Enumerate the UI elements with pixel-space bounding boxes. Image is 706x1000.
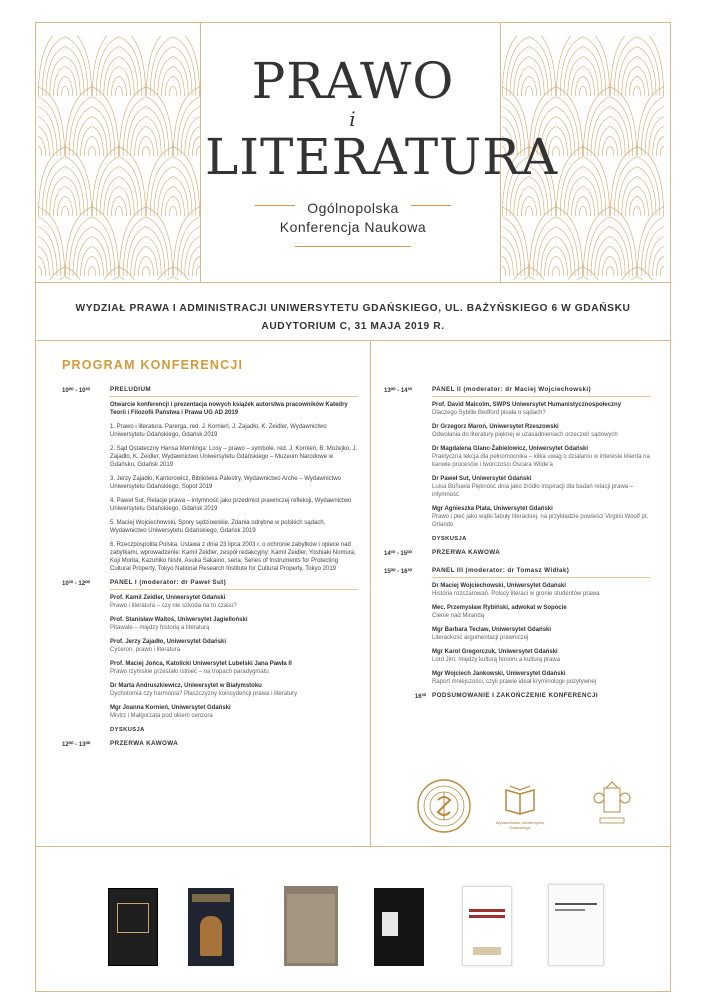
break1-row xyxy=(62,740,358,750)
discussion-label: DYSKUSJA xyxy=(110,727,145,733)
divider-pattern-left xyxy=(200,22,201,282)
title-prawo: PRAWO xyxy=(251,52,455,110)
deco-line-left xyxy=(255,205,295,206)
speaker-name: Dr Paweł Sut, Uniwersytet Gdański xyxy=(432,476,532,482)
talk-title: Dlaczego Sybille Bedford pisała o sądach? xyxy=(432,410,546,416)
talk-title: Prawo rzymskie przestało istnieć – na tropach paradygmatu xyxy=(110,669,269,675)
book-item: 1. Prawo i literatura. Parerga, red. J. Kornień, J. Zajadło, K. Zeidler, Wydawnictwo Uniwersytetu Gdańskiego, Gdańsk 2019 xyxy=(110,424,327,438)
crest-icon xyxy=(590,778,634,828)
book-item: 4. Paweł Sut, Relacje prawa – intymność jako przedmiot prawniczej refleksji, Wydawnictwo Uniwersytetu Gdańskiego, Gdańsk 2019 xyxy=(110,498,352,512)
discussion-label: DYSKUSJA xyxy=(432,536,467,542)
speaker-name: Prof. Kamil Zeidler, Uniwersytet Gdański xyxy=(110,595,226,601)
speaker-name: Prof. Maciej Jońca, Katolicki Uniwersytet Lubelski Jana Pawła II xyxy=(110,661,292,667)
speaker-name: Dr Marta Andruszkiewicz, Uniwersytet w Białymstoku xyxy=(110,683,262,689)
panel3-row xyxy=(384,567,650,692)
divider-columns xyxy=(370,340,371,846)
talk-title: Mistrz i Małgorzata pod okiem cenzora xyxy=(110,713,213,719)
book-item: 6. Rzeczpospolita Polska. Ustawa z dnia 23 lipca 2003 r. o ochronie zabytków i opiece nad zabytkami, wprowadzenie: Kamil Zeidler, zespół redakcyjny: Kamil Zeidler, Yoshiaki Nomura, Koji Morita, Kazuhiko Nishi, Asuka Sakaino, seria: Series of Instruments for Protecting Cultural Property, Tokyo National Research Institute for Cultural Property, Tokyo 2019 xyxy=(110,542,356,572)
program-title: PROGRAM KONFERENCJI xyxy=(62,358,244,372)
time-label: 14³⁰ - 15⁰⁰ xyxy=(384,551,412,557)
divider-venue xyxy=(36,340,670,341)
divider-bottom xyxy=(36,846,670,847)
session-heading: PANEL III (moderator: dr Tomasz Widłak) xyxy=(432,567,650,578)
time-label: 13⁰⁰ - 14³⁰ xyxy=(384,388,412,394)
break2-row xyxy=(384,549,650,559)
venue xyxy=(40,300,666,336)
publisher-book-icon xyxy=(500,778,540,818)
speaker-name: Mgr Agnieszka Plata, Uniwersytet Gdański xyxy=(432,506,553,512)
speaker-name: Mgr Joanna Kornień, Uniwersytet Gdański xyxy=(110,705,231,711)
speaker-name: Mec. Przemysław Rybiński, adwokat w Sopocie xyxy=(432,605,567,611)
speaker-name: Prof. David Malcolm, SWPS Uniwersytet Humanistycznospołeczny xyxy=(432,402,622,408)
books-row xyxy=(36,860,670,966)
speaker-name: Mgr Wojciech Jankowski, Uniwersytet Gdański xyxy=(432,671,566,677)
title-literatura: LITERATURA xyxy=(205,128,559,186)
publisher-caption: Wydawnictwo Uniwersytetu Gdańskiego xyxy=(495,820,545,830)
speaker-name: Dr Magdalena Glanc-Żabielowicz, Uniwersytet Gdański xyxy=(432,446,589,452)
talk-title: Cienie nad Mirandą xyxy=(432,613,485,619)
time-label: 10³⁰ - 12⁰⁰ xyxy=(62,581,90,587)
title-block xyxy=(205,52,559,237)
book-item: 3. Jerzy Zajadło, Kantorowicz, Biblioteka Palestry, Wydawnictwo Arche – Wydawnictwo Uniwersytetu Gdańskiego, Sopot 2019 xyxy=(110,476,341,490)
closing-row xyxy=(384,692,650,702)
talk-title: Dychotomia czy harmonia? Płaszczyzny koincydencji prawa i literatury xyxy=(110,691,298,697)
talk-title: Historia rozczarowań. Polscy literaci w gronie studentów prawa xyxy=(432,591,600,597)
divider-top xyxy=(36,282,670,283)
deco-line-right xyxy=(411,205,451,206)
venue-line1: WYDZIAŁ PRAWA I ADMINISTRACJI UNIWERSYTETU GDAŃSKIEGO, UL. BAŻYŃSKIEGO 6 W GDAŃSKU xyxy=(75,303,631,314)
panel2-row xyxy=(384,386,650,549)
talk-title: Odwołania do literatury pięknej w uzasadnieniach orzeczeń sądowych xyxy=(432,432,618,438)
talk-title: Luisa Buñuela Piękność dnia jako źródło inspiracji dla badań relacji prawa – intymność xyxy=(432,484,634,498)
art-deco-pattern-left xyxy=(38,36,200,280)
session-heading: PANEL I (moderator: dr Paweł Sut) xyxy=(110,579,358,590)
title-i: i xyxy=(349,107,357,131)
program-right-column xyxy=(384,386,650,710)
session-heading: PANEL II (moderator: dr Maciej Wojciechowski) xyxy=(432,386,650,397)
venue-line2: AUDYTORIUM C, 31 MAJA 2019 R. xyxy=(261,321,445,332)
speaker-name: Dr Grzegorz Maroń, Uniwersytet Rzeszowski xyxy=(432,424,559,430)
subtitle-line1: Ogólnopolska xyxy=(307,200,399,216)
talk-title: Prawo i płeć jako wątki fabuły literackiej, na przykładzie powieści Virginii Woolf pt. Orlando xyxy=(432,514,649,528)
law-faculty-seal-icon xyxy=(416,778,472,834)
time-label: 16³⁰ xyxy=(414,694,426,700)
subtitle-line2: Konferencja Naukowa xyxy=(279,219,427,235)
logos xyxy=(412,778,652,838)
closing-heading: PODSUMOWANIE I ZAKOŃCZENIE KONFERENCJI xyxy=(432,692,598,699)
break-heading: PRZERWA KAWOWA xyxy=(110,740,179,747)
preludium-row xyxy=(62,386,358,579)
book-item: 5. Maciej Wojciechowski, Spory sędziowskie. Zdania odrębne w polskich sądach, Wydawnictwo Uniwersytetu Gdańskiego, Gdańsk 2019 xyxy=(110,520,326,534)
book-cover-prawo-i-literatura xyxy=(108,888,158,966)
book-cover-sad-ostateczny xyxy=(188,888,234,966)
talk-title: Praktyczna lekcja dla pełnomocnika – kilka uwag o działaniu w interesie klienta na kanwie procesów i twórczości Oscara Wilde'a xyxy=(432,454,650,468)
deco-line-bottom xyxy=(295,246,411,247)
break-heading: PRZERWA KAWOWA xyxy=(432,549,501,556)
speaker-name: Mgr Karol Gregorczuk, Uniwersytet Gdański xyxy=(432,649,558,655)
book-cover-relacje-prawa xyxy=(374,888,424,966)
talk-title: Literackość argumentacji prawniczej xyxy=(432,635,529,641)
talk-title: Cyceron, prawo i literatura xyxy=(110,647,181,653)
book-cover-ustawa xyxy=(548,884,604,966)
book-cover-spory-sedziowskie xyxy=(462,886,512,966)
speaker-name: Dr Maciej Wojciechowski, Uniwersytet Gdański xyxy=(432,583,566,589)
speaker-name: Prof. Stanisław Waltoś, Uniwersytet Jagielloński xyxy=(110,617,248,623)
talk-title: Raport mniejszości, czyli prawie ideał kryminologii pozytywnej xyxy=(432,679,597,685)
talk-title: Prawo i literatura – czy nie szkoda na to czasu? xyxy=(110,603,237,609)
talk-title: Lord Jim: między kulturą honoru a kulturą prawa xyxy=(432,657,561,663)
time-label: 12⁰⁰ - 13⁰⁰ xyxy=(62,742,91,748)
book-cover-kantorowicz xyxy=(284,886,338,966)
preludium-intro: Otwarcie konferencji i prezentacja nowych książek autorstwa pracowników Katedry Teorii i Filozofii Państwa i Prawa UG AD 2019 xyxy=(110,402,348,416)
talk-title: Pitawale – między historią a literaturą xyxy=(110,625,210,631)
panel1-row xyxy=(62,579,358,740)
session-heading: PRELUDIUM xyxy=(110,386,358,397)
program-left-column xyxy=(62,386,358,758)
book-item: 2. Sąd Ostateczny Hansa Memlinga: Losy – prawo – symbole, red. J. Kornień, B. Możejko, J. Zajadło, K. Zeidler, Wydawnictwo Uniwersytetu Gdańskiego – Muzeum Narodowe w Gdańsku, Gdańsk 2019 xyxy=(110,446,358,468)
time-label: 10⁰⁰ - 10³⁰ xyxy=(62,388,90,394)
time-label: 15⁰⁰ - 16³⁰ xyxy=(384,569,412,575)
speaker-name: Mgr Barbara Teclaw, Uniwersytet Gdański xyxy=(432,627,552,633)
speaker-name: Prof. Jerzy Zajadło, Uniwersytet Gdański xyxy=(110,639,227,645)
